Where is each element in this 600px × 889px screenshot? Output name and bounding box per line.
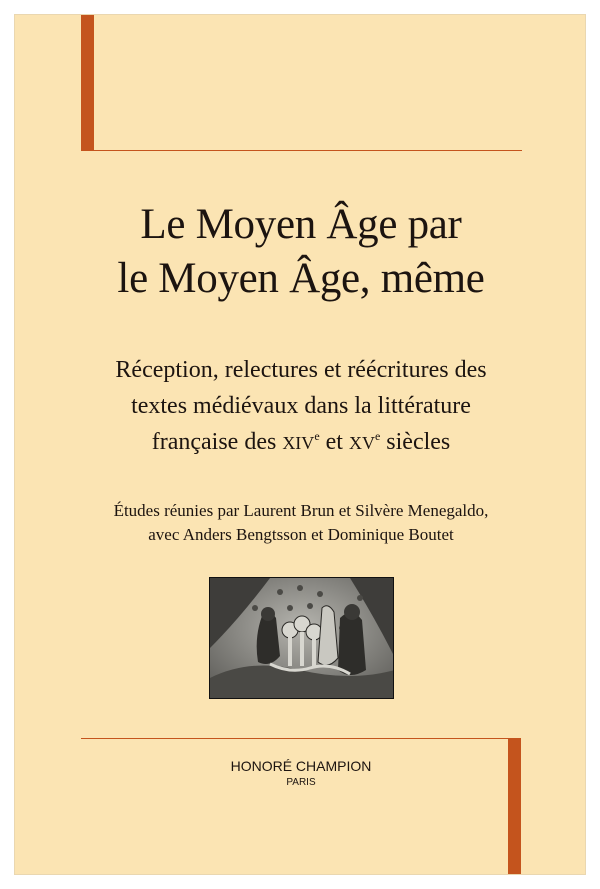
- accent-rule-bottom: [81, 738, 509, 739]
- book-title: [15, 198, 586, 306]
- century-xv: XV: [348, 433, 375, 453]
- accent-rule-top: [94, 150, 522, 151]
- editors-line-1: Études réunies par Laurent Brun et Silvère Menegaldo,: [113, 501, 489, 520]
- title-line-1: Le Moyen Âge par: [140, 201, 462, 248]
- publisher-city: PARIS: [286, 777, 316, 788]
- editors: [15, 499, 586, 547]
- subtitle-line-1: Réception, relectures et réécritures des: [115, 357, 487, 383]
- subtitle-text-c: siècles: [380, 429, 451, 455]
- subtitle-text-a: française des: [151, 429, 283, 455]
- medieval-miniature-image: [209, 577, 394, 699]
- book-cover: [14, 14, 586, 875]
- publisher-name: HONORÉ CHAMPION: [230, 758, 372, 774]
- subtitle-line-3: [15, 424, 586, 461]
- accent-bar-top: [81, 15, 94, 151]
- book-subtitle: [15, 352, 586, 461]
- ordinal-suffix-2: e: [374, 429, 381, 443]
- subtitle-text-b: et: [319, 429, 349, 455]
- century-xiv: XIV: [282, 433, 315, 453]
- subtitle-line-2: textes médiévaux dans la littérature: [131, 393, 471, 419]
- ordinal-suffix-1: e: [314, 429, 320, 443]
- title-line-2: le Moyen Âge, même: [117, 255, 485, 302]
- editors-line-2: avec Anders Bengtsson et Dominique Boutet: [148, 525, 454, 544]
- miniature-drawing: [210, 578, 394, 699]
